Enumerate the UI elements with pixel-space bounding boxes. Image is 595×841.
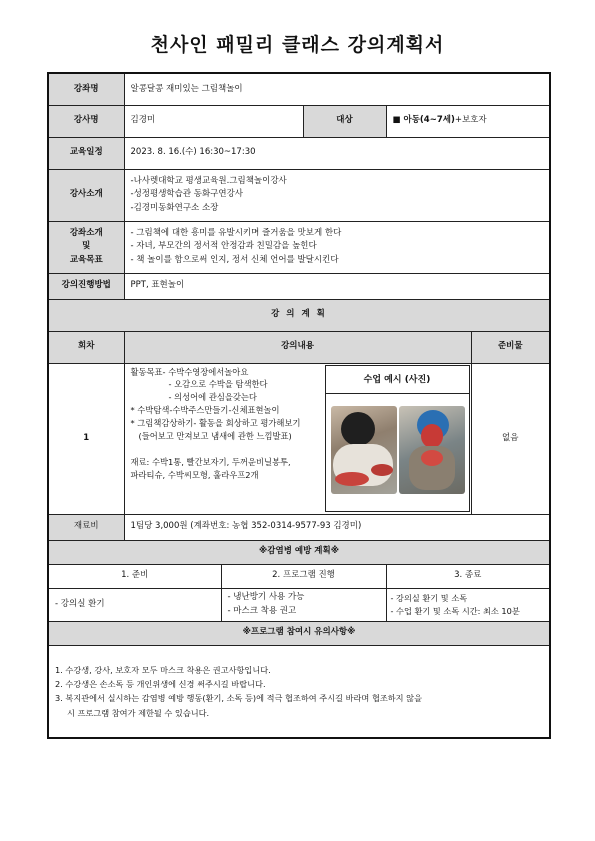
content-line: 재료: 수박1통, 빨간보자기, 두꺼운비닐봉투,: [130, 456, 291, 467]
intro-line: -성정평생학습관 동화구연강사: [130, 189, 244, 200]
note-item: 2. 수강생은 손소독 등 개인위생에 신경 써주시길 바랍니다.: [55, 678, 266, 689]
end-line: - 수업 환기 및 소독 시간: 최소 10분: [390, 605, 520, 616]
end-line: - 강의실 환기 및 소독: [390, 592, 468, 603]
infection-col-prepare: 1. 준비: [48, 564, 221, 588]
goal-label-line: 및: [82, 241, 91, 252]
note-item: 시 프로그램 참여가 제한될 수 있습니다.: [67, 707, 210, 718]
lesson-content: [125, 364, 325, 513]
photo-example-box: [325, 365, 470, 512]
progress-line: - 마스크 착용 권고: [227, 605, 297, 616]
instructor-label: 강사명: [48, 105, 124, 137]
instructor-name: 김경미: [124, 105, 303, 137]
content-line: 파라티슈, 수박씨모형, 훌라우프2개: [130, 469, 259, 480]
infection-prepare: [48, 588, 221, 621]
content-line: - 의성어에 관심을갖는다: [168, 392, 257, 403]
photo-example-title: 수업 예시 (사진): [326, 366, 469, 394]
note-item: 1. 수강생, 강사, 보호자 모두 마스크 착용은 권고사항입니다.: [55, 664, 271, 675]
goal-label-line: 강좌소개: [69, 228, 103, 239]
progress-line: - 냉난방기 사용 가능: [227, 592, 305, 603]
plan-col-session: 회차: [48, 331, 124, 363]
plan-section-title: 강 의 계 획: [48, 299, 550, 331]
course-name-label: 강좌명: [48, 73, 124, 105]
course-goals: [124, 221, 550, 273]
fee-value: 1팀당 3,000원 (계좌번호: 농협 352-0314-9577-93 김경미): [124, 514, 550, 540]
content-line: * 그림책감상하기- 활동을 회상하고 평가해보기: [130, 417, 301, 428]
infection-col-end: 3. 종료: [386, 564, 550, 588]
materials-value: 없음: [471, 363, 550, 514]
target-secondary: +보호자: [454, 115, 487, 126]
lesson-content-cell: [124, 363, 471, 514]
infection-end: [386, 588, 550, 621]
content-line: * 수박탐색-수박주스만들기-신체표현놀이: [130, 405, 280, 416]
content-line-spacer: [131, 443, 319, 456]
plan-col-content: 강의내용: [124, 331, 471, 363]
schedule-label: 교육일정: [48, 137, 124, 169]
infection-progress: [221, 588, 386, 621]
content-line: 활동목표- 수박수영장에서놀아요: [130, 366, 249, 377]
infection-section-title: ※감염병 예방 계획※: [48, 540, 550, 564]
photo-area: [326, 394, 469, 501]
content-line: (들어보고 만져보고 냄새에 관한 느낌발표): [138, 430, 292, 441]
course-goal-label: [48, 221, 124, 273]
target-primary: ■ 아동(4~7세): [392, 115, 455, 126]
class-photo-2: [399, 406, 465, 494]
class-photo-1: [331, 406, 397, 494]
intro-line: -김경미동화연구소 소장: [130, 202, 219, 213]
goal-line: - 책 놀이를 함으로써 인지, 정서 신체 언어를 발달시킨다: [130, 254, 339, 265]
session-number: 1: [48, 363, 124, 514]
fee-label: 재료비: [48, 514, 124, 540]
infection-col-progress: 2. 프로그램 진행: [221, 564, 386, 588]
notes-section-title: ※프로그램 참여시 유의사항※: [48, 621, 550, 645]
schedule-value: 2023. 8. 16.(수) 16:30~17:30: [124, 137, 550, 169]
content-line: - 오감으로 수박을 탐색한다: [168, 379, 268, 390]
intro-line: -나사렛대학교 평생교육원.그림책놀이강사: [130, 176, 287, 187]
goal-line: - 그림책에 대한 흥미를 유발시키며 즐거움을 맛보게 한다: [130, 228, 342, 239]
prepare-line: - 강의실 환기: [55, 598, 105, 609]
instructor-intro-label: 강사소개: [48, 169, 124, 221]
target-value: [386, 105, 550, 137]
method-value: PPT, 표현놀이: [124, 273, 550, 299]
method-label: 강의진행방법: [48, 273, 124, 299]
goal-line: - 자녀, 부모간의 정서적 안정감과 친밀감을 높힌다: [130, 241, 317, 252]
notes-body: [48, 645, 550, 738]
instructor-intro: [124, 169, 550, 221]
goal-label-line: 교육목표: [69, 254, 103, 265]
course-name: 알콩달콩 재미있는 그림책놀이: [124, 73, 550, 105]
lecture-plan-table: [47, 72, 551, 739]
lecture-plan-sheet: [47, 72, 549, 739]
note-item: 3. 복지관에서 실시하는 감염병 예방 행동(환기, 소독 등)에 적극 협조하여 주시길 바라며 협조하지 않을: [55, 693, 423, 704]
plan-col-materials: 준비물: [471, 331, 550, 363]
document-title: 천사인 패밀리 클래스 강의계획서: [150, 34, 445, 56]
target-label: 대상: [303, 105, 386, 137]
